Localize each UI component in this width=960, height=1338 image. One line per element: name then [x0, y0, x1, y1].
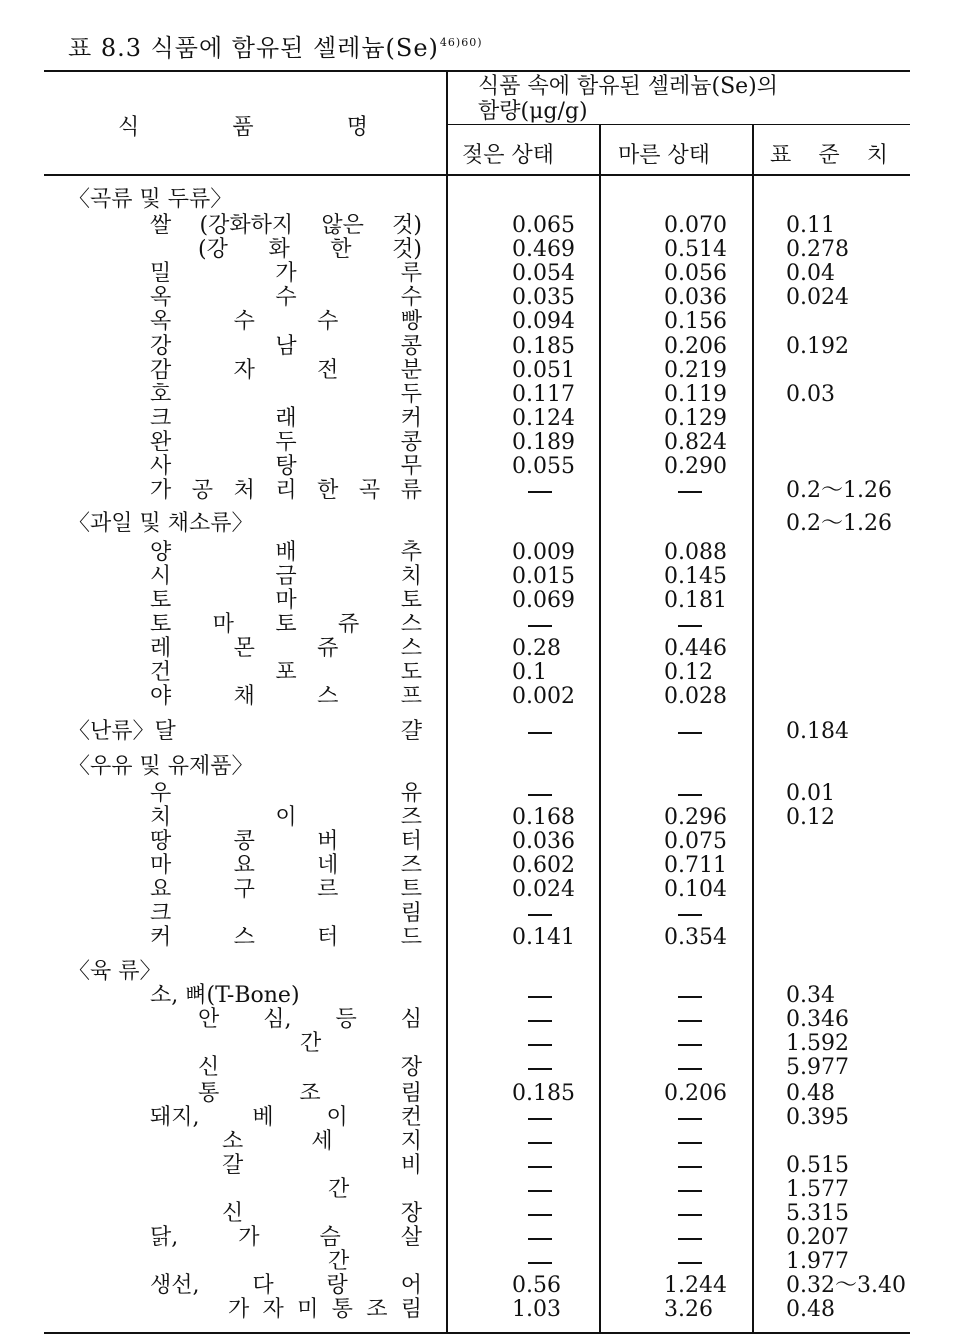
- food-name: 야 채 스 프: [150, 684, 422, 709]
- food-name: 간: [300, 1031, 322, 1056]
- food-name: 크 림: [150, 901, 422, 926]
- food-name: 안 심, 등 심: [198, 1007, 422, 1032]
- fresh-value-dash: [528, 732, 552, 734]
- table-row: [0, 1274, 960, 1298]
- category-label: 〈우유 및 유제품〉: [68, 754, 254, 779]
- header-bottom-rule: [44, 174, 910, 176]
- standard-value: 0.346: [786, 1007, 849, 1032]
- table-row: [0, 479, 960, 503]
- standard-value: 1.977: [786, 1249, 849, 1274]
- fresh-value-dash: [528, 914, 552, 916]
- food-name: 가 자 미 통 조 림: [228, 1297, 422, 1322]
- dry-value: 0.070: [664, 213, 727, 238]
- fresh-value: 0.065: [512, 213, 575, 238]
- category-row: [0, 188, 960, 212]
- fresh-value: 0.185: [512, 334, 575, 359]
- food-name: 돼지, 베 이 컨: [150, 1105, 422, 1130]
- standard-value: 0.515: [786, 1153, 849, 1178]
- fresh-value: 0.015: [512, 564, 575, 589]
- table-row: [0, 984, 960, 1008]
- standard-value: 0.48: [786, 1297, 835, 1322]
- fresh-value-dash: [528, 1166, 552, 1168]
- table-row: [0, 359, 960, 383]
- dry-value-dash: [678, 1020, 702, 1022]
- table-row: [0, 1082, 960, 1106]
- fresh-value: 0.094: [512, 309, 575, 334]
- table-row: [0, 637, 960, 661]
- food-name: 건 포 도: [150, 660, 422, 685]
- food-name: 신 장: [198, 1055, 422, 1080]
- fresh-value-dash: [528, 996, 552, 998]
- dry-value-dash: [678, 914, 702, 916]
- dry-value-dash: [678, 491, 702, 493]
- dry-value-dash: [678, 1190, 702, 1192]
- dry-value-dash: [678, 996, 702, 998]
- food-name: 생선, 다 랑 어: [150, 1273, 422, 1298]
- fresh-value-dash: [528, 1044, 552, 1046]
- dry-value: 0.181: [664, 588, 727, 613]
- category-row: [0, 512, 960, 536]
- table-row: [0, 661, 960, 685]
- table-row: [0, 238, 960, 262]
- dry-value-dash: [678, 732, 702, 734]
- header-food-name: 식 품 명: [118, 115, 368, 140]
- food-name: 갈 비: [222, 1153, 422, 1178]
- food-name: 감 자 전 분: [150, 358, 422, 383]
- fresh-value: 0.002: [512, 684, 575, 709]
- table-row: [0, 1130, 960, 1154]
- fresh-value: 0.055: [512, 454, 575, 479]
- fresh-value-dash: [528, 1068, 552, 1070]
- food-name: 우 유: [150, 781, 422, 806]
- standard-value: 0.11: [786, 213, 835, 238]
- food-name: 완 두 콩: [150, 430, 422, 455]
- dry-value-dash: [678, 1214, 702, 1216]
- standard-value: 0.278: [786, 237, 849, 262]
- dry-value: 0.145: [664, 564, 727, 589]
- category-label: 〈과일 및 채소류〉: [68, 511, 254, 536]
- dry-value: 3.26: [664, 1297, 713, 1322]
- dry-value: 0.036: [664, 285, 727, 310]
- fresh-value-dash: [528, 625, 552, 627]
- fresh-value-dash: [528, 491, 552, 493]
- fresh-value-dash: [528, 1142, 552, 1144]
- standard-value: 0.01: [786, 781, 835, 806]
- standard-value: 0.192: [786, 334, 849, 359]
- food-name: 소 세 지: [222, 1129, 422, 1154]
- header-fresh: 젖은 상태: [462, 143, 555, 168]
- category-label: 〈곡류 및 두류〉: [68, 187, 233, 212]
- fresh-value: 0.185: [512, 1081, 575, 1106]
- fresh-value: 0.28: [512, 636, 561, 661]
- dry-value: 0.129: [664, 406, 727, 431]
- table-row: [0, 613, 960, 637]
- table-row: [0, 878, 960, 902]
- fresh-value: 0.009: [512, 540, 575, 565]
- fresh-value: 0.1: [512, 660, 547, 685]
- table-top-rule: [44, 70, 910, 72]
- standard-value: 0.34: [786, 983, 835, 1008]
- table-row: [0, 902, 960, 926]
- food-name: (강 화 한 것): [198, 237, 422, 262]
- table-row: [0, 310, 960, 334]
- table-row: [0, 1154, 960, 1178]
- standard-value: 0.2～1.26: [786, 511, 892, 536]
- dry-value: 0.206: [664, 1081, 727, 1106]
- dry-value: 0.12: [664, 660, 713, 685]
- food-name: 옥 수 수: [150, 285, 422, 310]
- dry-value: 0.056: [664, 261, 727, 286]
- table-row: [0, 685, 960, 709]
- header-content: 식품 속에 함유된 셀레늄(Se)의 함량(μg/g): [478, 74, 779, 124]
- dry-value: 0.104: [664, 877, 727, 902]
- food-name: 시 금 치: [150, 564, 422, 589]
- table-row: [0, 854, 960, 878]
- dry-value: 0.219: [664, 358, 727, 383]
- table-row: [0, 1106, 960, 1130]
- fresh-value: 0.124: [512, 406, 575, 431]
- food-name: 가 공 처 리 한 곡 류: [150, 478, 422, 503]
- fresh-value: 0.168: [512, 805, 575, 830]
- food-name: 땅 콩 버 터: [150, 829, 422, 854]
- dry-value: 1.244: [664, 1273, 727, 1298]
- fresh-value-dash: [528, 1020, 552, 1022]
- table-row: [0, 1056, 960, 1080]
- fresh-value-dash: [528, 1238, 552, 1240]
- dry-value-dash: [678, 1166, 702, 1168]
- table-row: [0, 720, 960, 744]
- dry-value: 0.206: [664, 334, 727, 359]
- standard-value: 0.2～1.26: [786, 478, 892, 503]
- standard-value: 0.32～3.40: [786, 1273, 906, 1298]
- food-name: 간: [328, 1177, 350, 1202]
- fresh-value: 1.03: [512, 1297, 561, 1322]
- dry-value: 0.711: [664, 853, 727, 878]
- dry-value-dash: [678, 1044, 702, 1046]
- fresh-value: 0.035: [512, 285, 575, 310]
- table-bottom-rule: [44, 1332, 910, 1334]
- category-label: 〈육 류〉: [68, 959, 162, 984]
- food-name: 닭, 가 슴 살: [150, 1225, 422, 1250]
- table-row: [0, 431, 960, 455]
- table-row: [0, 262, 960, 286]
- header-sub-rule: [446, 124, 910, 125]
- table-row: [0, 1178, 960, 1202]
- fresh-value-dash: [528, 1214, 552, 1216]
- table-row: [0, 455, 960, 479]
- table-title: 표 8.3 식품에 함유된 셀레늄$(Se)^{46)60)}$: [68, 34, 483, 62]
- food-name: 양 배 추: [150, 540, 422, 565]
- food-name: 옥 수 수 빵: [150, 309, 422, 334]
- fresh-value: 0.117: [512, 382, 575, 407]
- dry-value: 0.156: [664, 309, 727, 334]
- standard-value: 5.315: [786, 1201, 849, 1226]
- standard-value: 0.12: [786, 805, 835, 830]
- food-name: 레 몬 쥬 스: [150, 636, 422, 661]
- food-name: 치 이 즈: [150, 805, 422, 830]
- table-row: [0, 383, 960, 407]
- food-name: 간: [328, 1249, 350, 1274]
- dry-value-dash: [678, 1068, 702, 1070]
- table-row: [0, 335, 960, 359]
- table-row: [0, 1226, 960, 1250]
- fresh-value-dash: [528, 1118, 552, 1120]
- standard-value: 0.024: [786, 285, 849, 310]
- table-row: [0, 830, 960, 854]
- table-row: [0, 1250, 960, 1274]
- fresh-value: 0.56: [512, 1273, 561, 1298]
- food-name: 소, 뼈(T-Bone): [150, 983, 300, 1008]
- food-name: 걀: [400, 719, 422, 744]
- table-row: [0, 214, 960, 238]
- food-name: 쌀 (강화하지 않은 것): [150, 213, 422, 238]
- dry-value-dash: [678, 794, 702, 796]
- food-name: 통 조 림: [198, 1081, 422, 1106]
- food-name: 요 구 르 트: [150, 877, 422, 902]
- table-row: [0, 286, 960, 310]
- table-row: [0, 806, 960, 830]
- standard-value: 0.48: [786, 1081, 835, 1106]
- fresh-value: 0.024: [512, 877, 575, 902]
- table-row: [0, 541, 960, 565]
- table-row: [0, 1202, 960, 1226]
- standard-value: 0.184: [786, 719, 849, 744]
- dry-value: 0.028: [664, 684, 727, 709]
- standard-value: 1.577: [786, 1177, 849, 1202]
- food-name: 사 탕 무: [150, 454, 422, 479]
- header-standard: 표 준 치: [770, 143, 888, 168]
- dry-value: 0.514: [664, 237, 727, 262]
- food-name: 호 두: [150, 382, 422, 407]
- dry-value: 0.075: [664, 829, 727, 854]
- dry-value-dash: [678, 1142, 702, 1144]
- standard-value: 0.207: [786, 1225, 849, 1250]
- food-name: 신 장: [222, 1201, 422, 1226]
- food-name: 강 남 콩: [150, 334, 422, 359]
- category-row: [0, 960, 960, 984]
- fresh-value: 0.189: [512, 430, 575, 455]
- fresh-value: 0.051: [512, 358, 575, 383]
- category-row: [0, 755, 960, 779]
- food-name: 토 마 토 쥬 스: [150, 612, 422, 637]
- dry-value-dash: [678, 625, 702, 627]
- dry-value: 0.290: [664, 454, 727, 479]
- table-row: [0, 1032, 960, 1056]
- dry-value: 0.354: [664, 925, 727, 950]
- dry-value-dash: [678, 1238, 702, 1240]
- dry-value-dash: [678, 1118, 702, 1120]
- standard-value: 1.592: [786, 1031, 849, 1056]
- standard-value: 0.03: [786, 382, 835, 407]
- dry-value: 0.296: [664, 805, 727, 830]
- table-row: [0, 1008, 960, 1032]
- title-references: 46)60): [439, 36, 483, 49]
- table-row: [0, 926, 960, 950]
- fresh-value: 0.141: [512, 925, 575, 950]
- food-name: 마 요 네 즈: [150, 853, 422, 878]
- standard-value: 0.04: [786, 261, 835, 286]
- table-row: [0, 782, 960, 806]
- fresh-value-dash: [528, 794, 552, 796]
- fresh-value: 0.469: [512, 237, 575, 262]
- fresh-value: 0.069: [512, 588, 575, 613]
- dry-value: 0.824: [664, 430, 727, 455]
- table-row: [0, 407, 960, 431]
- fresh-value: 0.602: [512, 853, 575, 878]
- fresh-value: 0.036: [512, 829, 575, 854]
- food-name: 밀 가 루: [150, 261, 422, 286]
- dry-value: 0.119: [664, 382, 727, 407]
- dry-value-dash: [678, 1262, 702, 1264]
- fresh-value-dash: [528, 1262, 552, 1264]
- food-name: 크 래 커: [150, 406, 422, 431]
- fresh-value-dash: [528, 1190, 552, 1192]
- dry-value: 0.088: [664, 540, 727, 565]
- food-name: 토 마 토: [150, 588, 422, 613]
- table-row: [0, 1298, 960, 1322]
- category-label: 〈난류〉달: [68, 719, 176, 744]
- table-row: [0, 565, 960, 589]
- header-dry: 마른 상태: [618, 143, 711, 168]
- standard-value: 0.395: [786, 1105, 849, 1130]
- standard-value: 5.977: [786, 1055, 849, 1080]
- dry-value: 0.446: [664, 636, 727, 661]
- table-row: [0, 589, 960, 613]
- fresh-value: 0.054: [512, 261, 575, 286]
- food-name: 커 스 터 드: [150, 925, 422, 950]
